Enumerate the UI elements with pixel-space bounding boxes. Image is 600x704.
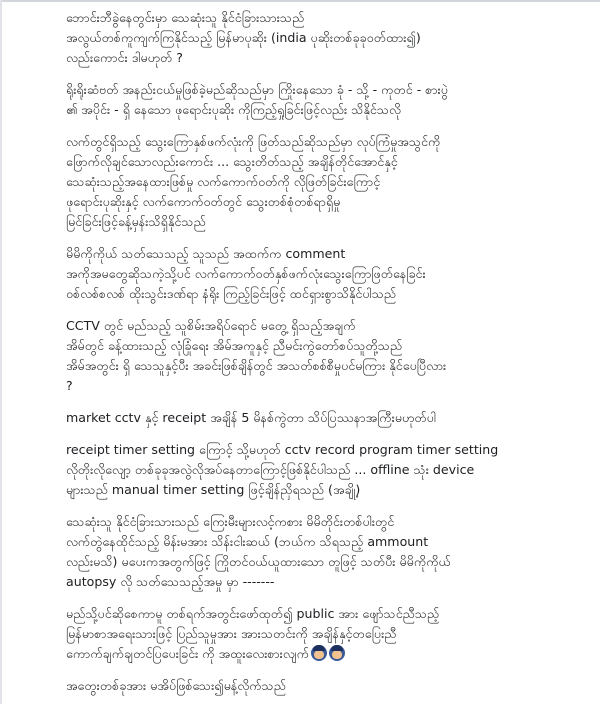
post-paragraph-6: market cctv နှင့် receipt အချိန် 5 မိနစ်ကွဲတာ သိပ်ပြဿနာအကြီးမဟုတ်ပါ: [66, 410, 436, 425]
post-paragraph-9: [66, 604, 586, 664]
post-paragraph-5: CCTV တွင် မည်သည့် သူစိမ်းအရိပ်ရောင် မတွေ့ ရှိသည့်အချက် အိမ်တွင် ခန့်ထားသည့် လုံခြုံရေး အိမ်အကူနှင့် ညီမင်းကွဲတော်စပ်သူတို့သည် အိမ်အတွင်း ရှိ သေသူနှင့်ပီး အခင်းဖြစ်ချိန်တွင် အသတ်စစ်စီမှုပင်မကြား နိုင်ပေပြီလား ?: [66, 318, 447, 393]
post-paragraph-3: လက်တွင်ရှိသည့် သွေးကြောနှစ်ဖက်လုံးကို ဖြတ်သည်ဆိုသည်မှာ လုပ်ကြံမှုအသွင်ကို ဖြောက်လိုချင်သောလည်းကောင်း ... သွေးတိတ်သည့် အချိန်တိုင်အောင်နှင့် သေဆုံးသည့်အနေထားဖြစ်မှု လက်ကောက်ဝတ်ကို လိုဖြတ်ခြင်းကြောင့် ဖုရောင်းပုဆိုးနှင့် လက်ကောက်ဝတ်တွင် သွေးတစ်စုံတစ်ရာရှိမှု မြင်ခြင်းဖြင့်ခန့်မှန်းသိရှိနိုင်သည်: [66, 134, 441, 229]
post-paragraph-2: ရိုးရိုးဆံဗတ် အနည်းငယ်မှုဖြစ်ခဲ့မည်ဆိုသည်မှာ ကြိုးနေသော ခုံ - သို့ - ကုတင် - စားပွဲ ၏ အပိုင်း - ရှိ နေသော ဖုရောင်းပုဆိုး ကိုကြည့်ရှုခြင်းဖြင့်လည်း သိနိုင်သလို: [66, 82, 448, 117]
police-officer-icon: [311, 645, 327, 661]
post-paragraph-10: အတွေးတစ်ခုအား မအိပ်ဖြစ်သေး၍မန့်လိုက်သည်: [66, 678, 286, 693]
post-paragraph-7: receipt timer setting ကြောင့် သို့မဟုတ် cctv record program timer setting လိုတိုးလိုလျော့ တစ်ခုခုအလွဲလိုအပ်နေတာကြောင့်ဖြစ်နိုင်ပါသည် ... offline သုံး device များသည် manual timer setting ဖြင့်ချိန်ညှိရသည် (အချို့): [66, 442, 499, 497]
post-paragraph-1: ဘောင်းဘီခွဲနေတွင်းမှာ သေဆုံးသူ နိုင်ငံခြားသားသည် အလွယ်တစ်ကူကျက်ကြနိုင်သည့် မြန်မာပုဆိုး (india ပုဆိုးတစ်ခုခုဝတ်ထား၍) လည်းကောင်း ဒါမဟုတ် ?: [66, 10, 421, 65]
police-officer-icon: [329, 645, 345, 661]
post-paragraph-8: သေဆုံးသူ နိုင်ငံခြားသားသည် ကြေးမီးများလင့်ကစား မိမိတိုင်းတစ်ပါးတွင် လက်တွဲနေထိုင်သည့် မိန်းမအား သိန်းငါးဆယ် (ဘယ်က သိရသည့် ammount လည်းမသိ) မပေးကအတွက်ဖြင့် ကြိုတင်ဝယ်ယူထားသော တူဖြင့် သတ်ပီး မိမိကိုကိုယ် autopsy လို သတ်သေသည့်အမှု မှာ -------: [66, 514, 451, 589]
post-paragraph-4: မိမိကိုကိုယ် သတ်သေသည့် သူသည် အထက်က comment အကိုအမတွေဆိုသကဲ့သို့ပင် လက်ကောက်ဝတ်နှစ်ဖက်လုံးသွေးကြောဖြတ်နေခြင်း ဝစ်လစ်စလစ် ထိုးသွင်းဒဏ်ရာ နံရိုး ကြည့်ခြင်းဖြင့် ထင်ရှားစွာသိနိုင်ပါသည်: [66, 246, 426, 301]
post-paragraph-9-text: မည်သို့ပင်ဆိုစေကာမူ တစ်ရက်အတွင်းဖော်ထုတ်၍ public အား ဖျော်သင်ညီသည့် မြန်မာစာအရေးသားဖြင့် ပြည်သူမှုအား အားသတင်းကို အချိန်နှင့်တပြေးညီ ကောက်ချက်ချတင်ပြပေးခြင်း ကို အထူးလေးစားလျက်: [66, 606, 440, 661]
